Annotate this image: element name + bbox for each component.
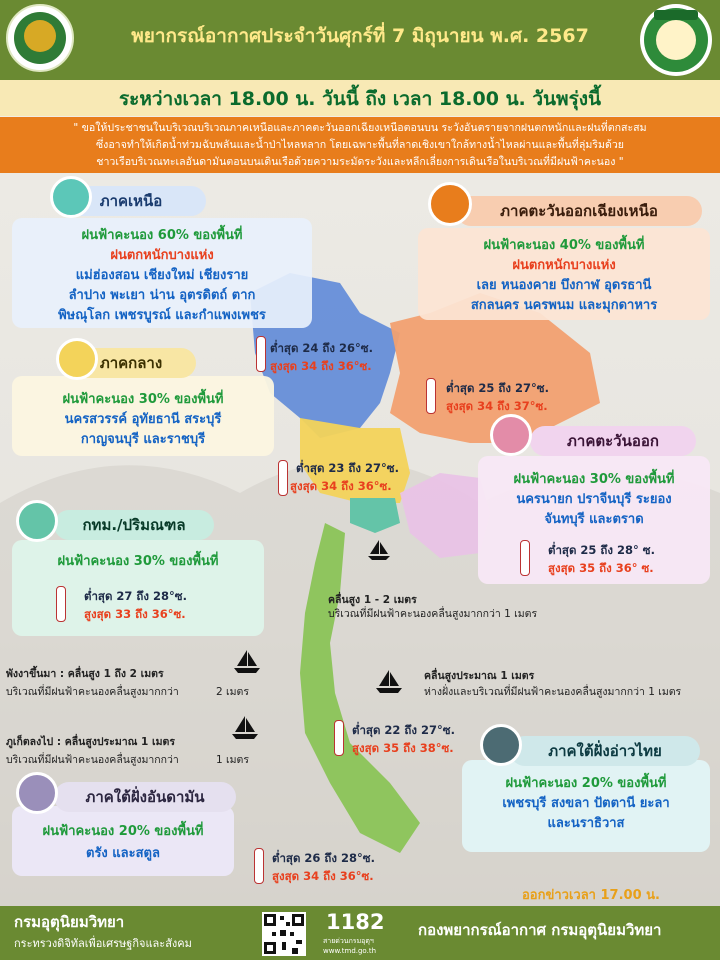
east-temp-min: ต่ำสุด 25 ถึง 28° ซ.: [548, 543, 655, 557]
northeast-area: สกลนคร นครพนม และมุกดาหาร: [470, 298, 658, 313]
thermometer-icon: [334, 720, 344, 756]
pin-icon: [50, 176, 92, 218]
qr-code-icon: [262, 912, 306, 956]
south-east-temp-max: สูงสุด 35 ถึง 38°ซ.: [352, 741, 454, 755]
gulf-lower-note: ห่างฝั่งและบริเวณที่มีฝนฟ้าคะนองคลื่นสูงมากกว่า 1 เมตร: [424, 686, 682, 698]
warning-text: [28, 120, 692, 172]
bangkok-rain: ฝนฟ้าคะนอง 30% ของพื้นที่: [57, 554, 219, 569]
bangkok-temp-min: ต่ำสุด 27 ถึง 28°ซ.: [84, 589, 187, 603]
gulf-upper-note: บริเวณที่มีฝนฟ้าคะนองคลื่นสูงมากกว่า 1 เมตร: [328, 608, 538, 620]
central-rain: ฝนฟ้าคะนอง 30% ของพื้นที่: [62, 392, 224, 407]
footer-ministry: กระทรวงดิจิทัลเพื่อเศรษฐกิจและสังคม: [14, 937, 192, 950]
north-card: [12, 218, 312, 328]
south-east-area: เพชรบุรี สงขลา ปัตตานี ยะลา: [502, 796, 670, 811]
warning-line: ชาวเรือบริเวณทะเลอันดามันตอนบนเดินเรือด้วยความระมัดระวังและหลีกเลี่ยงการเดินเรือในบริเวณที่มีฝนฟ้าคะนอง ": [96, 156, 624, 168]
northeast-card: [418, 228, 710, 320]
thermometer-icon: [254, 848, 264, 884]
northeast-rain: ฝนฟ้าคะนอง 40% ของพื้นที่: [483, 238, 645, 253]
warning-line: ซึ่งอาจทำให้เกิดน้ำท่วมฉับพลันและน้ำป่าไหลหลาก โดยเฉพาะพื้นที่ลาดเชิงเขาใกล้ทางน้ำไหลผ่านและพื้นที่ลุ่มริมด้วย: [95, 139, 625, 151]
central-card: [12, 376, 274, 456]
central-area: นครสวรรค์ อุทัยธานี สระบุรี: [64, 412, 222, 427]
east-title: ภาคตะวันออก: [530, 426, 696, 456]
south-west-card: [12, 806, 234, 876]
tmd-emblem-icon: [640, 4, 712, 76]
east-card: [478, 456, 710, 584]
east-area: จันทบุรี และตราด: [544, 512, 644, 527]
south-east-rain: ฝนฟ้าคะนอง 20% ของพื้นที่: [505, 776, 667, 791]
hotline-label: สายด่วนกรมอุตุฯ: [323, 937, 374, 945]
pin-icon: [16, 772, 58, 814]
central-temp-min: ต่ำสุด 23 ถึง 27°ซ.: [296, 461, 399, 475]
northeast-heavy: ฝนตกหนักบางแห่ง: [512, 258, 616, 273]
gulf-lower-wave: คลื่นสูงประมาณ 1 เมตร: [424, 670, 535, 682]
northeast-temp-min: ต่ำสุด 25 ถึง 27°ซ.: [446, 381, 549, 395]
boat-icon: [232, 648, 262, 676]
andaman-lower-note-value: 1 เมตร: [216, 754, 249, 766]
footer-division: กองพยากรณ์อากาศ กรมอุตุนิยมวิทยา: [418, 921, 662, 939]
south-west-temp-max: สูงสุด 34 ถึง 36°ซ.: [272, 869, 374, 883]
northeast-title: ภาคตะวันออกเฉียงเหนือ: [456, 196, 702, 226]
south-east-area: และนราธิวาส: [547, 816, 625, 831]
central-temp-max: สูงสุด 34 ถึง 36°ซ.: [290, 479, 392, 493]
issued-time: ออกข่าวเวลา 17.00 น.: [522, 888, 660, 903]
north-temp-min: ต่ำสุด 24 ถึง 26°ซ.: [270, 341, 373, 355]
gulf-upper-wave: คลื่นสูง 1 - 2 เมตร: [328, 594, 417, 606]
south-east-temp-min: ต่ำสุด 22 ถึง 27°ซ.: [352, 723, 455, 737]
footer-org: กรมอุตุนิยมวิทยา: [14, 913, 125, 931]
thermometer-icon: [426, 378, 436, 414]
andaman-upper-note: บริเวณที่มีฝนฟ้าคะนองคลื่นสูงมากกว่า: [6, 686, 179, 698]
forecast-period: ระหว่างเวลา 18.00 น. วันนี้ ถึง เวลา 18.00 น. วันพรุ่งนี้: [118, 88, 602, 110]
boat-icon: [366, 538, 392, 562]
hotline-number: 1182: [326, 910, 385, 934]
central-area: กาญจนบุรี และราชบุรี: [80, 432, 206, 447]
pin-icon: [56, 338, 98, 380]
thermometer-icon: [520, 540, 530, 576]
pin-icon: [16, 500, 58, 542]
south-east-title: ภาคใต้ฝั่งอ่าวไทย: [510, 736, 700, 766]
website-link[interactable]: www.tmd.go.th: [323, 947, 376, 955]
andaman-upper-wave: พังงาขึ้นมา : คลื่นสูง 1 ถึง 2 เมตร: [6, 668, 164, 680]
east-rain: ฝนฟ้าคะนอง 30% ของพื้นที่: [513, 472, 675, 487]
north-heavy: ฝนตกหนักบางแห่ง: [110, 248, 214, 263]
ministry-emblem-icon: [6, 4, 74, 72]
andaman-upper-note-value: 2 เมตร: [216, 686, 249, 698]
central-title: ภาคกลาง: [66, 348, 196, 378]
pin-icon: [490, 414, 532, 456]
south-west-temp-min: ต่ำสุด 26 ถึง 28°ซ.: [272, 851, 375, 865]
bangkok-card: [12, 540, 264, 636]
thermometer-icon: [56, 586, 66, 622]
thermometer-icon: [278, 460, 288, 496]
andaman-lower-wave: ภูเก็ตลงไป : คลื่นสูงประมาณ 1 เมตร: [6, 736, 175, 748]
south-west-rain: ฝนฟ้าคะนอง 20% ของพื้นที่: [42, 824, 204, 839]
east-temp-max: สูงสุด 35 ถึง 36° ซ.: [548, 561, 654, 575]
east-area: นครนายก ปราจีนบุรี ระยอง: [516, 492, 672, 507]
boat-icon: [374, 668, 404, 696]
pin-icon: [480, 724, 522, 766]
north-area: แม่ฮ่องสอน เชียงใหม่ เชียงราย: [75, 268, 249, 283]
south-east-card: [462, 760, 710, 852]
north-area: ลำปาง พะเยา น่าน อุตรดิตถ์ ตาก: [68, 288, 256, 303]
pin-icon: [428, 182, 472, 226]
north-temp-max: สูงสุด 34 ถึง 36°ซ.: [270, 359, 372, 373]
boat-icon: [230, 714, 260, 742]
south-west-area: ตรัง และสตูล: [86, 846, 160, 861]
south-west-title: ภาคใต้ฝั่งอันดามัน: [54, 782, 236, 812]
bangkok-temp-max: สูงสุด 33 ถึง 36°ซ.: [84, 607, 186, 621]
northeast-temp-max: สูงสุด 34 ถึง 37°ซ.: [446, 399, 548, 413]
thermometer-icon: [256, 336, 266, 372]
north-area: พิษณุโลก เพชรบูรณ์ และกำแพงเพชร: [58, 308, 266, 323]
bangkok-title: กทม./ปริมณฑล: [54, 510, 214, 540]
north-rain: ฝนฟ้าคะนอง 60% ของพื้นที่: [81, 228, 243, 243]
andaman-lower-note: บริเวณที่มีฝนฟ้าคะนองคลื่นสูงมากกว่า: [6, 754, 179, 766]
warning-line: " ขอให้ประชาชนในบริเวณบริเวณภาคเหนือและภาคตะวันออกเฉียงเหนือตอนบน ระวังอันตรายจากฝนตกหนักและฝนที่ตกสะสม: [73, 122, 647, 134]
page-title: พยากรณ์อากาศประจำวันศุกร์ที่ 7 มิถุนายน พ.ศ. 2567: [131, 25, 589, 47]
northeast-area: เลย หนองคาย บึงกาฬ อุดรธานี: [476, 278, 652, 293]
north-title: ภาคเหนือ: [56, 186, 206, 216]
